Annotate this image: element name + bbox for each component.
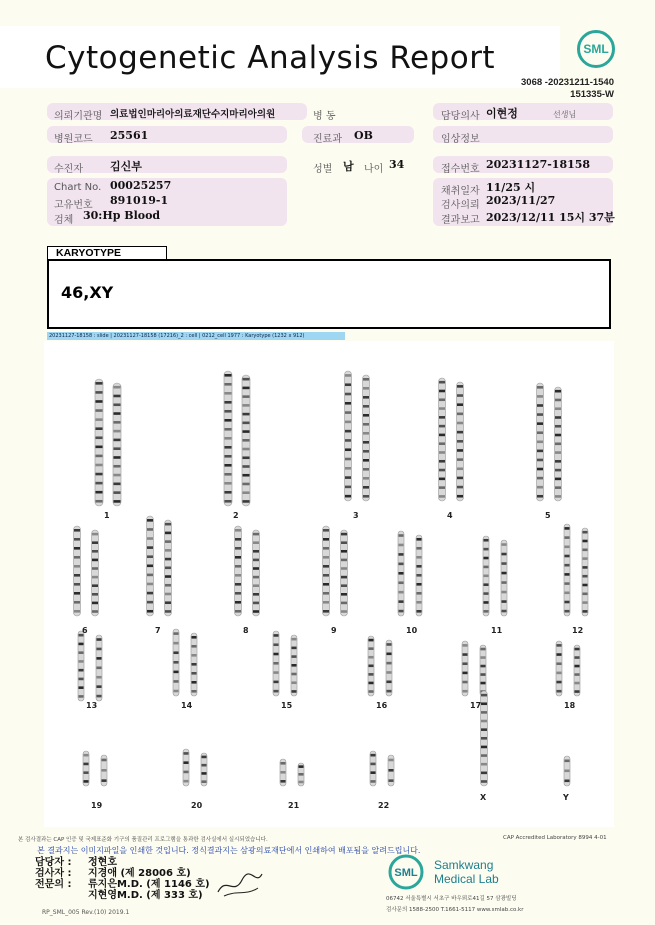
- chromosome: [78, 631, 84, 701]
- chromosome-label-11: 11: [491, 626, 503, 635]
- chromosome: [291, 635, 297, 696]
- karyogram-image: [44, 341, 614, 827]
- chromosome: [398, 531, 404, 616]
- chromosome: [83, 751, 89, 786]
- collection-value: 11/25 시: [486, 181, 536, 194]
- specimen-label: 검체: [54, 215, 74, 226]
- chromosome: [242, 375, 250, 506]
- ref-line-2: 151335-W: [570, 89, 614, 100]
- chart-no-label: Chart No.: [54, 182, 102, 193]
- lab-address: 06742 서울특별시 서초구 바우뫼로41길 57 삼광빌딩: [386, 896, 517, 902]
- sml-logo: SML: [577, 30, 615, 68]
- karyotype-tab: KARYOTYPE: [47, 246, 167, 259]
- chromosome: [323, 526, 330, 616]
- ward-label: 병 동: [313, 111, 336, 122]
- chromosome: [113, 383, 121, 506]
- chromosome: [183, 749, 189, 786]
- specialist-2: 지현영M.D. (제 333 호): [88, 890, 203, 901]
- karyogram-caption: 20231127-18158 : slide | 20231127-18158 (17216)_2 : cell | 0212_cell 1977 : Karyotype (1232 x 912): [47, 332, 345, 340]
- chromosome: [480, 645, 486, 696]
- chromosome-label-22: 22: [378, 801, 390, 810]
- specialist-label: 전문의 :: [35, 879, 72, 890]
- unique-no-value: 891019-1: [110, 194, 169, 207]
- chromosome: [341, 530, 348, 616]
- chromosome: [253, 530, 260, 616]
- specialist-1: 류지은M.D. (제 1146 호): [88, 879, 210, 890]
- lab-name: [434, 858, 499, 886]
- chromosome-label-21: 21: [288, 801, 300, 810]
- chromosome: [481, 691, 488, 786]
- chromosome: [191, 633, 197, 696]
- lab-name-line-2: Medical Lab: [434, 872, 499, 886]
- chromosome-label-X: X: [480, 793, 487, 802]
- chromosome: [555, 387, 562, 501]
- doctor-label: 담당의사: [441, 111, 480, 122]
- chromosome: [564, 756, 570, 786]
- chromosome: [439, 378, 446, 501]
- chromosome-label-8: 8: [243, 626, 249, 635]
- chromosome: [298, 763, 304, 786]
- chromosome-label-2: 2: [233, 511, 239, 520]
- chromosome: [345, 371, 352, 501]
- sml-lab-logo-text: SML: [394, 867, 418, 879]
- chromosome-label-9: 9: [331, 626, 337, 635]
- examiner-name: 지경애 (제 28006 호): [88, 868, 191, 879]
- karyotype-result-box: [47, 259, 611, 329]
- chromosome-label-4: 4: [447, 511, 453, 520]
- chromosome-label-1: 1: [104, 511, 110, 520]
- manager-name: 정현호: [88, 857, 117, 868]
- chromosome: [368, 636, 374, 696]
- chromosome-label-5: 5: [545, 511, 551, 520]
- lab-contact: 검사문의 1588-2500 T.1661-5117 www.smlab.co.kr: [386, 907, 524, 913]
- cap-accreditation: CAP Accredited Laboratory 8994 4-01: [503, 835, 607, 841]
- hospital-code-label: 병원코드: [54, 134, 93, 145]
- department-label: 진료과: [313, 134, 342, 145]
- karyogram-svg: [44, 341, 614, 827]
- specimen-value: 30:Hp Blood: [83, 209, 161, 222]
- chromosome: [416, 535, 422, 616]
- collection-label: 채취일자: [441, 186, 480, 197]
- clinical-info-label: 임상정보: [441, 134, 480, 145]
- chromosome-label-12: 12: [572, 626, 584, 635]
- chromosome: [501, 540, 507, 616]
- image-print-notice: 본 결과지는 이미지파일을 인쇄한 것입니다. 정식결과지는 삼광의료재단에서 인쇄하여 배포됨을 알려드립니다.: [37, 846, 421, 855]
- patient-label: 수진자: [54, 164, 83, 175]
- doctor-suffix: 선생님: [553, 110, 577, 119]
- chromosome: [363, 375, 370, 501]
- chromosome: [564, 524, 570, 616]
- receipt-value: 20231127-18158: [486, 158, 591, 171]
- chromosome: [95, 379, 103, 506]
- request-label: 검사의뢰: [441, 200, 480, 211]
- manager-label: 담당자 :: [35, 857, 72, 868]
- chart-no-value: 00025257: [110, 179, 172, 192]
- chromosome: [386, 640, 392, 696]
- chromosome-label-20: 20: [191, 801, 203, 810]
- chromosome: [582, 528, 588, 616]
- chromosome: [92, 530, 99, 616]
- field-pill: [47, 156, 287, 173]
- form-code: RP_SML_005 Rev.(10) 2019.1: [42, 909, 130, 916]
- report-value: 2023/12/11 15시 37분: [486, 211, 615, 224]
- chromosome: [74, 526, 81, 616]
- doctor-value: 이현정: [486, 107, 518, 120]
- chromosome: [201, 753, 207, 786]
- report-reference-number: [521, 77, 614, 101]
- request-value: 2023/11/27: [486, 194, 556, 207]
- chromosome: [173, 629, 179, 696]
- chromosome-label-18: 18: [564, 701, 576, 710]
- sml-lab-logo: [386, 854, 426, 890]
- sex-value: 남: [343, 160, 354, 173]
- age-value: 34: [389, 158, 405, 171]
- institution-label: 의뢰기관명: [54, 111, 103, 122]
- hospital-code-value: 25561: [110, 129, 149, 142]
- patient-name: 김신부: [110, 160, 142, 173]
- signature: [212, 866, 267, 900]
- chromosome: [147, 516, 154, 616]
- chromosome: [224, 371, 232, 506]
- chromosome: [462, 641, 468, 696]
- accreditation-note: 본 검사결과는 CAP 인증 및 국제표준화 기구의 품질관리 프로그램을 통과한 검사실에서 실시되었습니다.: [18, 837, 268, 843]
- chromosome: [235, 526, 242, 616]
- chromosome-label-6: 6: [82, 626, 88, 635]
- chromosome-label-3: 3: [353, 511, 359, 520]
- ref-line-1: 3068 -20231211-1540: [521, 77, 614, 88]
- chromosome-label-15: 15: [281, 701, 293, 710]
- institution-value: 의료법인마리아의료재단수지마리아의원: [110, 109, 276, 120]
- lab-name-line-1: Samkwang: [434, 858, 494, 872]
- chromosome: [483, 536, 489, 616]
- examiner-label: 검사자 :: [35, 868, 72, 879]
- chromosome-label-17: 17: [470, 701, 482, 710]
- chromosome: [370, 751, 376, 786]
- report-label: 결과보고: [441, 215, 480, 226]
- report-title: Cytogenetic Analysis Report: [45, 40, 496, 76]
- age-label: 나이: [364, 164, 384, 175]
- karyotype-result: 46,XY: [61, 283, 114, 302]
- receipt-label: 접수번호: [441, 164, 480, 175]
- chromosome: [537, 383, 544, 501]
- department-value: OB: [354, 129, 373, 142]
- sex-label: 성별: [313, 164, 333, 175]
- chromosome: [556, 641, 562, 696]
- chromosome: [388, 755, 394, 786]
- unique-no-label: 고유번호: [54, 200, 93, 211]
- chromosome: [101, 755, 107, 786]
- chromosome-label-13: 13: [86, 701, 98, 710]
- chromosome-label-10: 10: [406, 626, 418, 635]
- chromosome-label-16: 16: [376, 701, 388, 710]
- chromosome-label-19: 19: [91, 801, 103, 810]
- chromosome: [457, 382, 464, 501]
- chromosome: [273, 631, 279, 696]
- chromosome-label-14: 14: [181, 701, 193, 710]
- chromosome: [165, 520, 172, 616]
- chromosome: [96, 635, 102, 701]
- chromosome-label-Y: Y: [563, 793, 569, 802]
- chromosome-label-7: 7: [155, 626, 161, 635]
- chromosome: [574, 645, 580, 696]
- chromosome: [280, 759, 286, 786]
